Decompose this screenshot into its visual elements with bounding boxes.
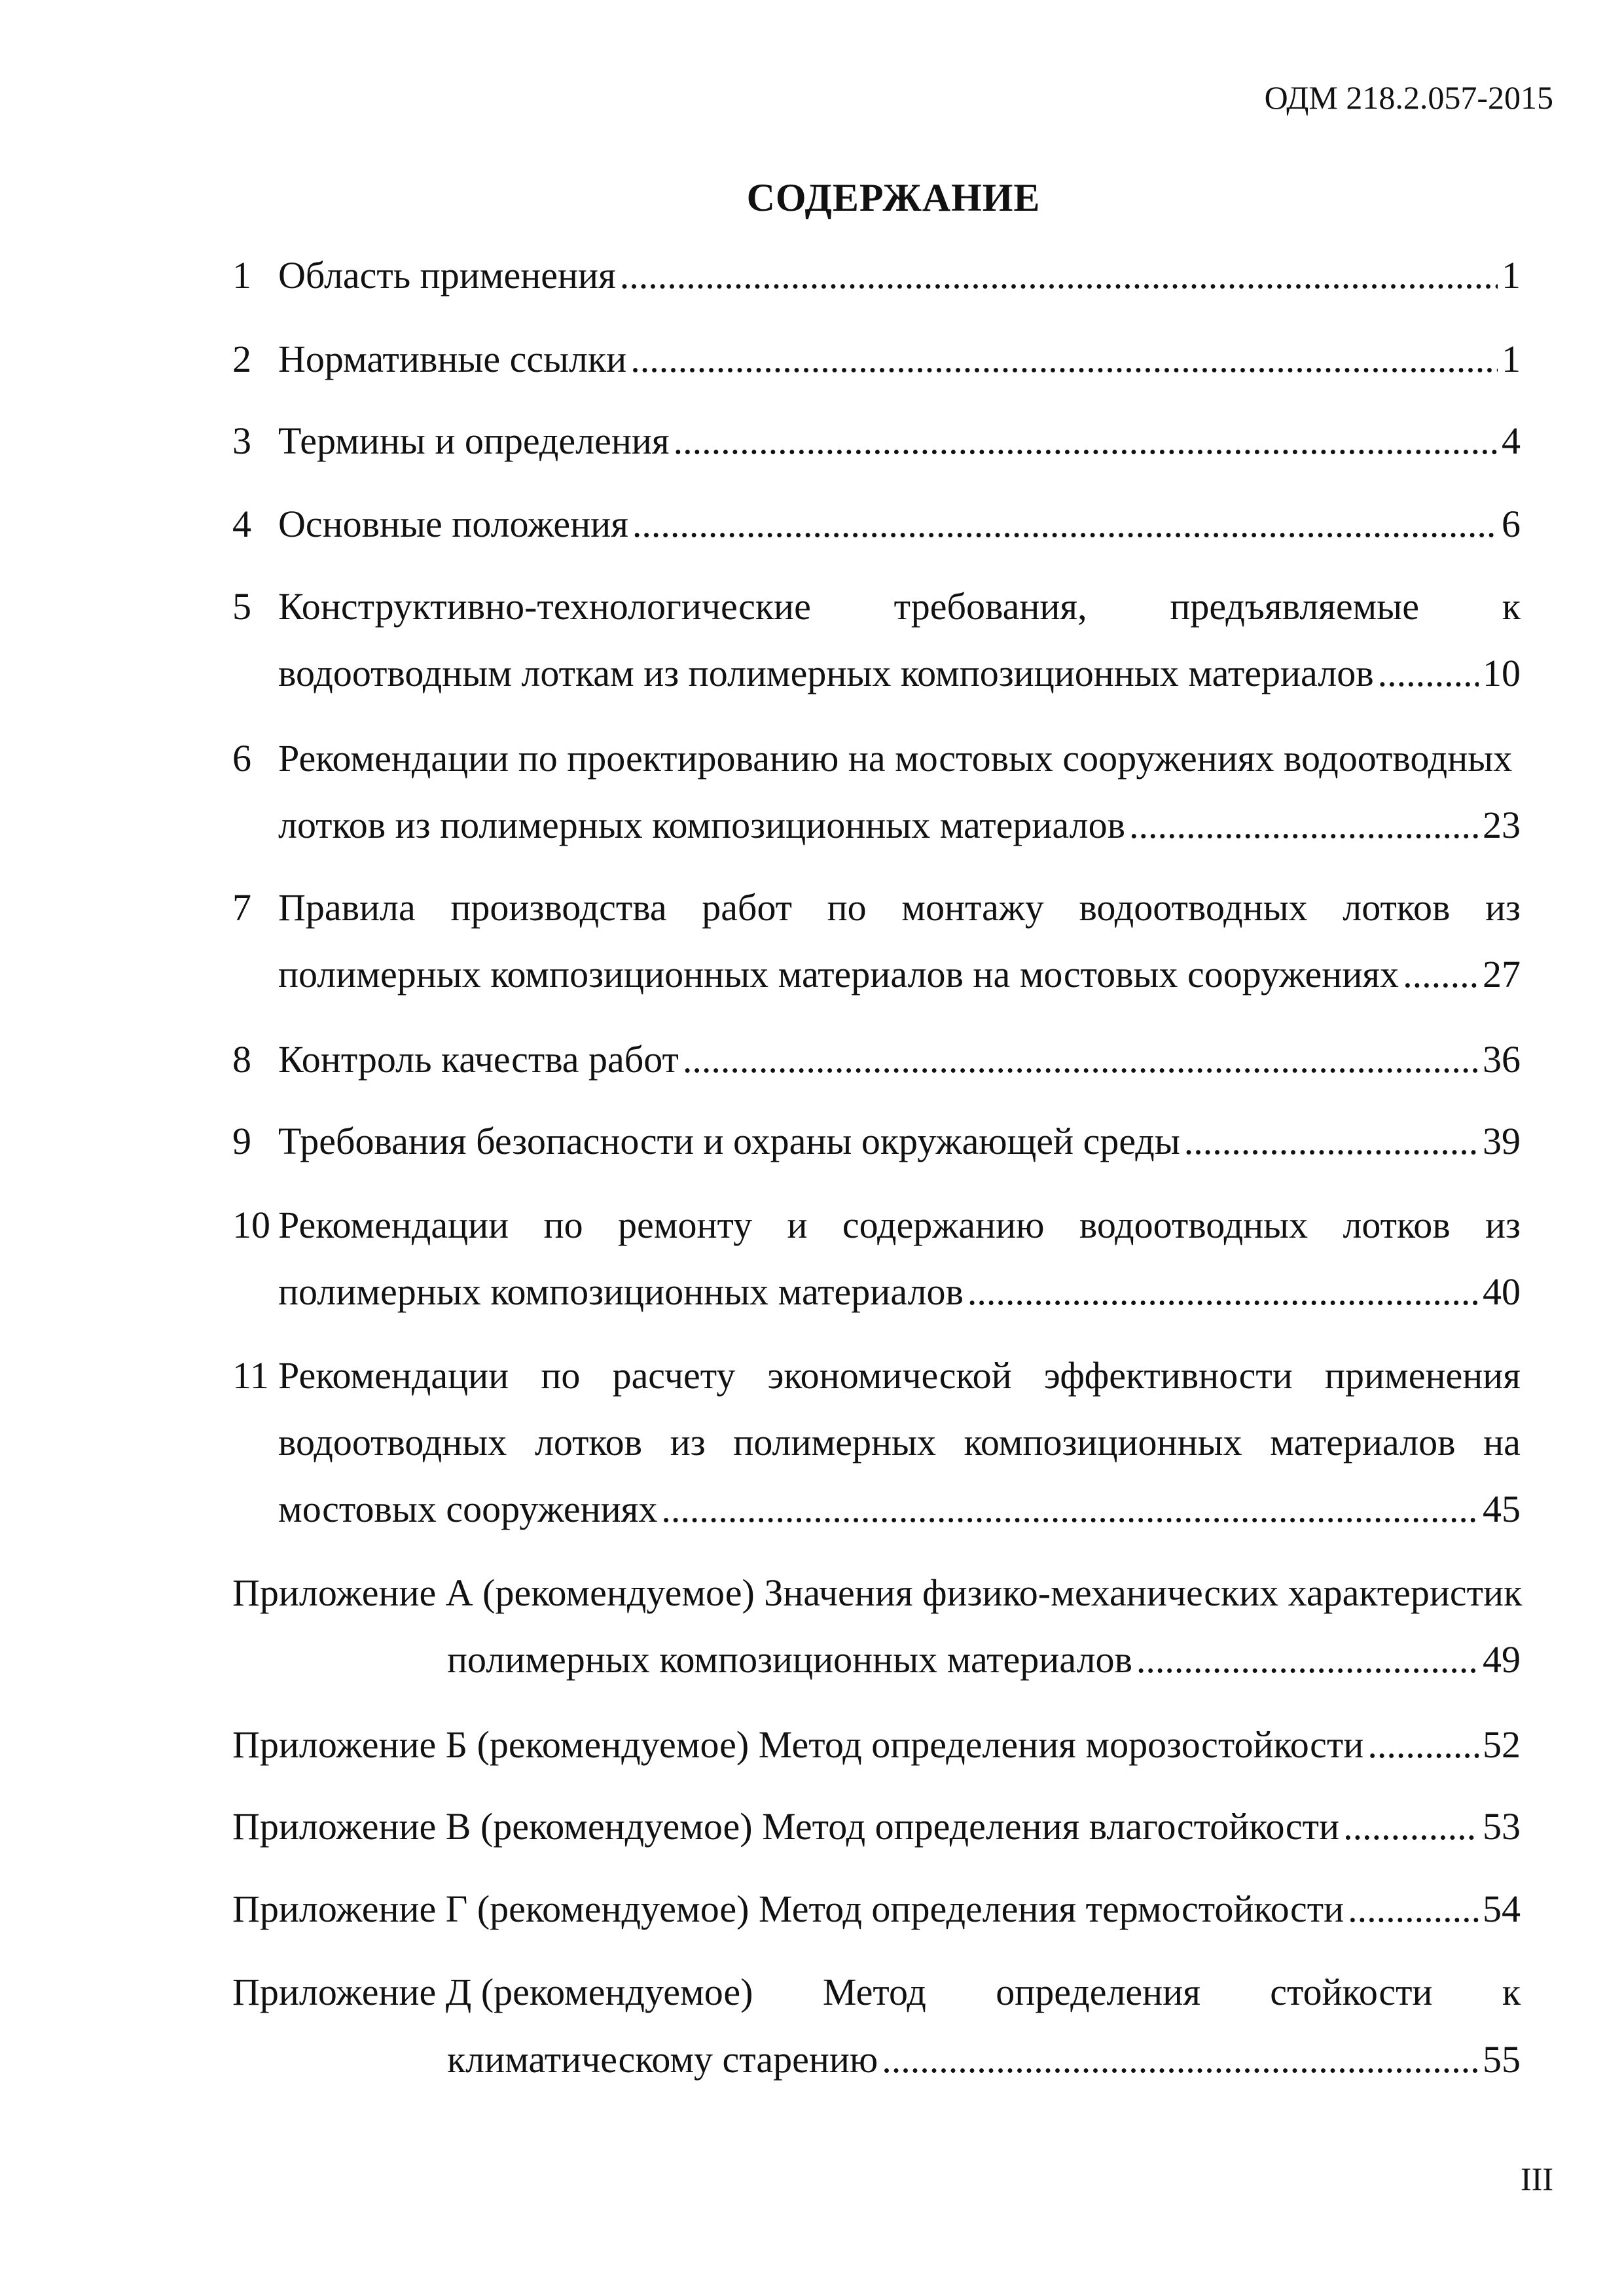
toc-word: водоотводных: [278, 1421, 507, 1463]
toc-entry[interactable]: [278, 1038, 1521, 1081]
toc-number: 4: [232, 503, 251, 545]
appendix-text: Приложение А (рекомендуемое) Значения физико-механических характеристик: [232, 1571, 1523, 1614]
leader-dots: [620, 257, 1498, 295]
toc-word: Правила: [278, 886, 416, 929]
toc-entry[interactable]: [278, 1122, 1521, 1160]
toc-number: 8: [232, 1038, 251, 1081]
toc-entry-line: [278, 1206, 1521, 1244]
toc-page-number: 49: [1483, 1638, 1521, 1681]
toc-word: композиционных: [964, 1421, 1242, 1463]
appendix-entry[interactable]: [447, 2038, 1521, 2081]
toc-page-number: 36: [1483, 1038, 1521, 1081]
toc-word: и: [787, 1204, 808, 1246]
toc-entry[interactable]: [278, 505, 1521, 543]
toc-entry-line: [278, 737, 1521, 780]
toc-entry-text: Термины и определения: [278, 420, 670, 462]
leader-dots: [1378, 655, 1479, 692]
toc-word: к: [1502, 585, 1521, 628]
appendix-text: полимерных композиционных материалов: [447, 1638, 1132, 1681]
toc-page-number: 52: [1483, 1723, 1521, 1766]
toc-word: материалов: [1270, 1421, 1456, 1463]
toc-entry-line: [278, 1421, 1521, 1463]
toc-page-number: 53: [1483, 1805, 1521, 1848]
toc-word: водоотводных: [1079, 886, 1308, 929]
toc-entry-line: [278, 585, 1521, 628]
toc-page-number: 54: [1483, 1888, 1521, 1930]
toc-word: производства: [450, 886, 667, 929]
toc-entry[interactable]: [278, 953, 1521, 996]
toc-word: по: [543, 1204, 583, 1246]
leader-dots: [882, 2041, 1479, 2079]
toc-entry[interactable]: [278, 806, 1521, 844]
toc-entry-text: водоотводным лоткам из полимерных композиционных материалов: [278, 652, 1374, 694]
toc-entry-text: полимерных композиционных материалов: [278, 1270, 964, 1313]
toc-word: полимерных: [733, 1421, 936, 1463]
toc-word: экономической: [767, 1354, 1012, 1397]
toc-title: СОДЕРЖАНИЕ: [746, 176, 1041, 219]
toc-number: 10: [232, 1204, 270, 1246]
toc-page-number: 23: [1483, 804, 1521, 846]
appendix-word: определения: [996, 1971, 1200, 2013]
toc-word: содержанию: [842, 1204, 1045, 1246]
toc-word: применения: [1324, 1354, 1521, 1397]
toc-word: лотков: [1343, 1204, 1451, 1246]
leader-dots: [683, 1041, 1479, 1079]
leader-dots: [630, 340, 1498, 378]
appendix-word: Метод: [822, 1971, 926, 2013]
appendix-word: стойкости: [1270, 1971, 1433, 2013]
toc-page-number: 4: [1502, 420, 1521, 462]
toc-page-number: 27: [1483, 953, 1521, 996]
appendix-text: Приложение В (рекомендуемое) Метод определения влагостойкости: [232, 1805, 1340, 1848]
toc-entry[interactable]: [278, 422, 1521, 460]
toc-page-number: 39: [1483, 1120, 1521, 1162]
appendix-text: климатическому старению: [447, 2038, 878, 2081]
toc-page-number: 10: [1483, 652, 1521, 694]
toc-word: работ: [702, 886, 793, 929]
toc-page-number: 1: [1502, 338, 1521, 380]
toc-word: на: [1483, 1421, 1521, 1463]
appendix-word: Приложение Д (рекомендуемое): [232, 1971, 753, 2013]
toc-page-number: 1: [1502, 254, 1521, 296]
toc-word: Рекомендации: [278, 1204, 509, 1246]
toc-entry-text: мостовых сооружениях: [278, 1488, 658, 1530]
leader-dots: [1136, 1641, 1479, 1679]
leader-dots: [661, 1490, 1479, 1528]
toc-word: эффективности: [1043, 1354, 1293, 1397]
appendix-text: Приложение Г (рекомендуемое) Метод определения термостойкости: [232, 1888, 1344, 1930]
appendix-text: Приложение Б (рекомендуемое) Метод определения морозостойкости: [232, 1723, 1364, 1766]
leader-dots: [967, 1273, 1479, 1311]
toc-entry-line: [278, 1354, 1521, 1397]
appendix-entry[interactable]: [232, 1890, 1521, 1928]
toc-word: предъявляемые: [1170, 585, 1419, 628]
leader-dots: [632, 505, 1498, 543]
toc-entry-text: Нормативные ссылки: [278, 338, 627, 380]
toc-entry-text: полимерных композиционных материалов на мостовых сооружениях: [278, 953, 1399, 996]
leader-dots: [674, 422, 1498, 460]
toc-word: водоотводных: [1079, 1204, 1308, 1246]
toc-number: 3: [232, 420, 251, 462]
appendix-entry[interactable]: [447, 1638, 1521, 1681]
toc-entry[interactable]: [278, 1490, 1521, 1528]
appendix-entry[interactable]: [232, 1805, 1521, 1848]
toc-number: 5: [232, 585, 251, 628]
toc-number: 1: [232, 254, 251, 296]
toc-word: из: [670, 1421, 706, 1463]
appendix-entry-line: [232, 1973, 1521, 2011]
toc-word: из: [1485, 886, 1521, 929]
toc-entry-text: лотков из полимерных композиционных материалов: [278, 804, 1126, 846]
toc-word: ремонту: [618, 1204, 753, 1246]
toc-word: расчету: [612, 1354, 736, 1397]
toc-number: 7: [232, 886, 251, 929]
page-number: III: [1521, 2161, 1553, 2197]
toc-number: 9: [232, 1120, 251, 1162]
toc-word: по: [541, 1354, 581, 1397]
toc-word: лотков: [1343, 886, 1451, 929]
document-code: ОДМ 218.2.057-2015: [1264, 79, 1553, 116]
leader-dots: [1403, 956, 1479, 994]
appendix-word: к: [1502, 1971, 1521, 2013]
toc-word: из: [1485, 1204, 1521, 1246]
toc-page-number: 40: [1483, 1270, 1521, 1313]
toc-word: требования,: [893, 585, 1087, 628]
toc-entry-text: Требования безопасности и охраны окружающей среды: [278, 1120, 1180, 1162]
leader-dots: [1129, 806, 1479, 844]
toc-page-number: 6: [1502, 503, 1521, 545]
toc-number: 2: [232, 338, 251, 380]
leader-dots: [1343, 1808, 1479, 1846]
appendix-entry-line: [232, 1571, 1523, 1614]
toc-word: лотков: [534, 1421, 643, 1463]
toc-entry[interactable]: [278, 254, 1521, 296]
toc-entry-text: Область применения: [278, 254, 616, 296]
toc-number: 6: [232, 737, 251, 780]
toc-number: 11: [232, 1354, 269, 1397]
appendix-entry[interactable]: [232, 1723, 1521, 1766]
leader-dots: [1367, 1726, 1479, 1764]
toc-word: по: [827, 886, 867, 929]
toc-word: Конструктивно-технологические: [278, 585, 811, 628]
toc-page-number: 55: [1483, 2038, 1521, 2081]
toc-entry-line: [278, 886, 1521, 929]
toc-word: монтажу: [901, 886, 1044, 929]
toc-entry[interactable]: [278, 340, 1521, 378]
toc-entry-text: Контроль качества работ: [278, 1038, 679, 1081]
toc-word: Рекомендации: [278, 1354, 509, 1397]
toc-entry-text: Основные положения: [278, 503, 628, 545]
toc-entry[interactable]: [278, 652, 1521, 694]
leader-dots: [1348, 1890, 1479, 1928]
toc-entry-text: Рекомендации по проектированию на мостовых сооружениях водоотводных: [278, 737, 1513, 780]
toc-entry[interactable]: [278, 1270, 1521, 1313]
leader-dots: [1184, 1122, 1479, 1160]
toc-page-number: 45: [1483, 1488, 1521, 1530]
